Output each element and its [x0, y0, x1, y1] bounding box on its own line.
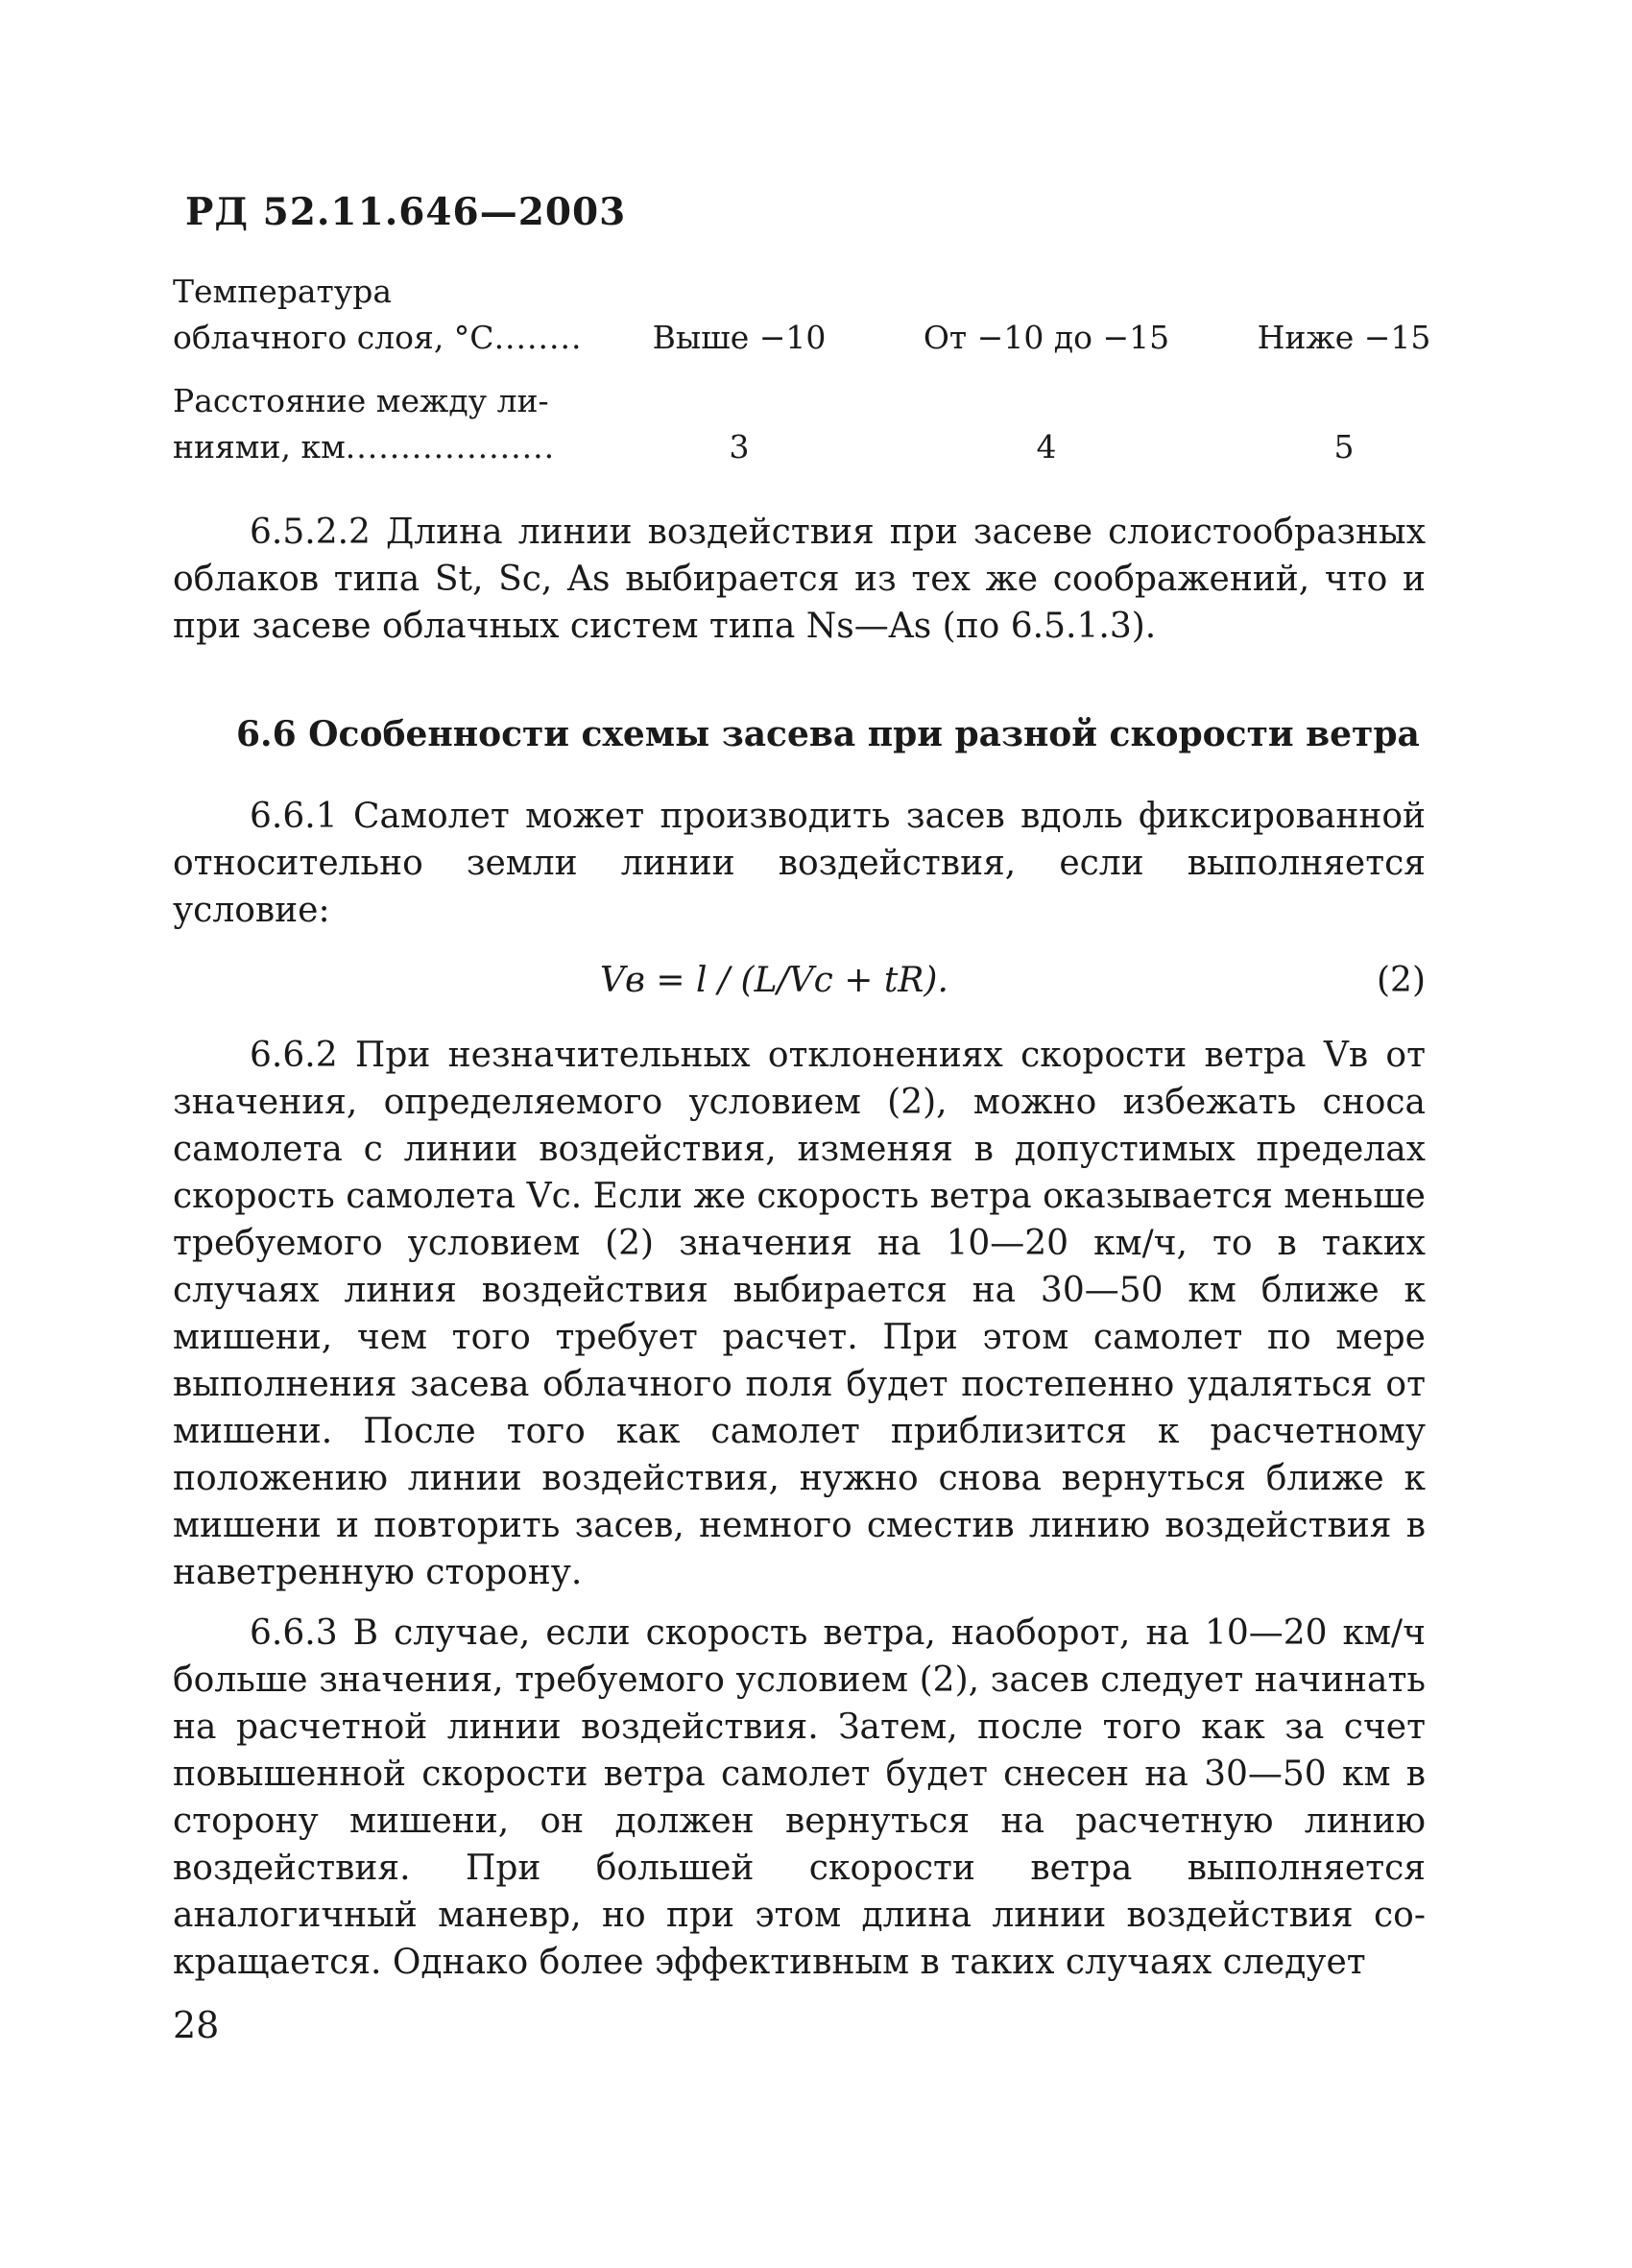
table-row-temperature: [173, 269, 1431, 378]
paragraph-6-6-2: 6.6.2 При незначительных отклонениях скорости ветра Vв от значения, определяемого условием (2), можно избежать сноса самолета с линии воздействия, изменяя в допустимых пределах скорость самолета Vс. Если же скорость ветра оказывается меньше требуемого условием (2) значения на 10—20 км/ч, то в таких случаях линия воздействия выбирается на 30—50 км ближе к мишени, чем того требует расчет. При этом самолет по мере выполнения засева облачного поля будет постепенно удаляться от мишени. После того как самолет приблизится к расчетному положению линии воздействия, нужно снова вернуться ближе к мишени и повторить засев, немного сместив линию воздействия в наветренную сторону.: [173, 1036, 1426, 1592]
table-cell: Ниже −15: [1257, 319, 1431, 356]
formula-2: [173, 957, 1426, 1015]
row-label-line1: Расстояние между ли-: [173, 382, 549, 419]
body-text: [173, 509, 1426, 1986]
leader-dots: ........: [493, 319, 583, 356]
table-cell: 3: [729, 428, 750, 466]
section-heading-6-6: 6.6 Особенности схемы засева при разной скорости ветра: [236, 714, 1420, 754]
table-cell: От −10 до −15: [923, 319, 1170, 356]
row-label-line2: [173, 424, 595, 470]
paragraph-6-6-1: 6.6.1 Самолет может производить засев вдоль фиксированной относительно земли линии воздействия, если выполняется условие:: [173, 797, 1426, 930]
paragraph-6-5-2-2: 6.5.2.2 Длина линии воздействия при засеве слоистообразных облаков типа St, Sc, As выбирается из тех же соображений, что и при засеве облачных систем типа Ns—As (по 6.5.1.3).: [173, 513, 1426, 646]
page-number: 28: [173, 2004, 220, 2046]
leader-dots: ...................: [345, 428, 556, 466]
table-cell: 5: [1333, 428, 1355, 466]
row-label-line2: [173, 315, 595, 361]
table-row-distance: [173, 378, 1421, 488]
row-label: [173, 378, 595, 470]
row-label: [173, 269, 595, 361]
table-cell: 4: [1036, 428, 1057, 466]
row-label-line1: Температура: [173, 273, 393, 310]
row-label-text: ниями, км: [173, 428, 346, 466]
parameters-table: [173, 269, 1431, 488]
formula-expression: Vв = l / (L/Vc + tR).: [600, 961, 948, 1000]
row-label-text: облачного слоя, °С: [173, 319, 494, 356]
formula-number: (2): [1377, 961, 1426, 1000]
paragraph-6-6-3: 6.6.3 В случае, если скорость ветра, наоборот, на 10—20 км/ч больше значения, требуемого условием (2), засев следует начинать на расчетной линии воздействия. Затем, после того как за счет повышенной скорости ветра самолет будет снесен на 30—50 км в сторону мишени, он должен вернуться на расчетную линию воздействия. При большей скорости ветра выполняется аналогичный маневр, но при этом длина линии воздействия сокращается. Однако более эффективным в таких случаях следует: [173, 1613, 1426, 1982]
document-code: РД 52.11.646—2003: [185, 190, 627, 234]
table-cell: Выше −10: [652, 319, 827, 356]
